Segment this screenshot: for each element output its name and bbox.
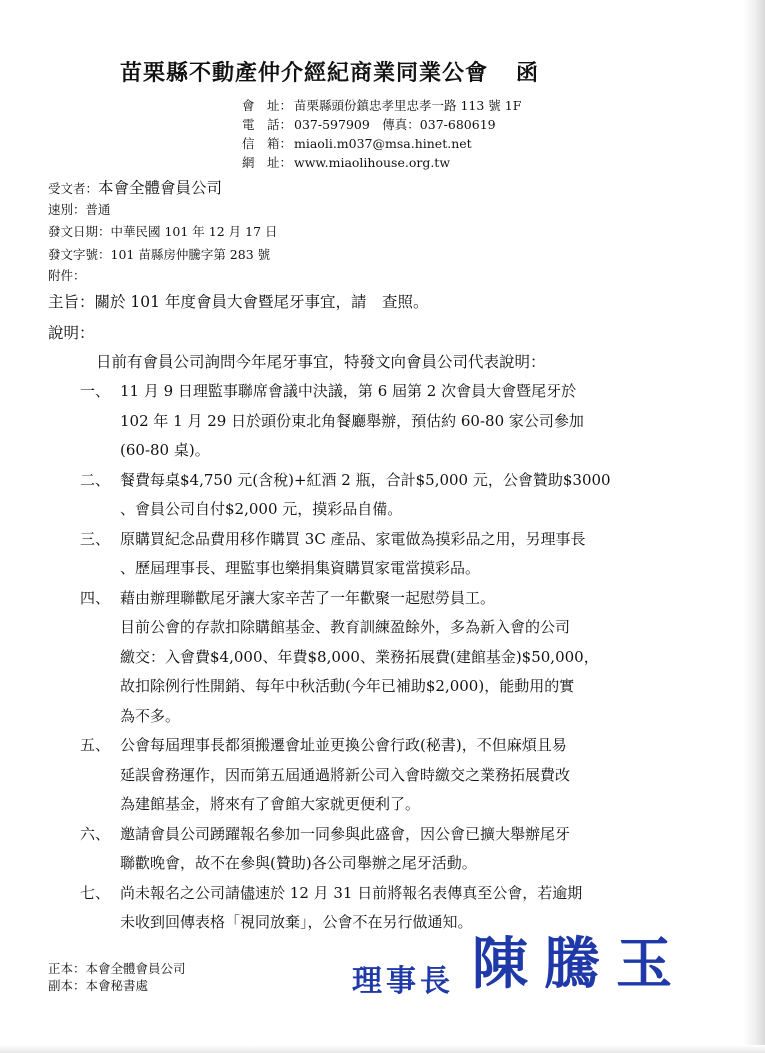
list-item: 七、 尚未報名之公司請儘速於 12 月 31 日前將報名表傳真至公會，若逾期 未收到回傳表格「視同放棄」，公會不在另行做通知。 bbox=[80, 879, 700, 938]
explanation-label: 說明： bbox=[48, 324, 95, 342]
issue-date: 發文日期：中華民國 101 年 12 月 17 日 bbox=[48, 224, 278, 239]
scan-bottom-shadow bbox=[0, 1045, 765, 1053]
list-item: 五、 公會每屆理事長都須搬遷會址並更換公會行政(秘書)，不但麻煩且易 延誤會務運作，因而第五屆通過將新公司入會時繳交之業務拓展費改 為建館基金，將來有了會館大家就更便利了。 bbox=[80, 731, 700, 820]
item-number: 六、 bbox=[80, 824, 111, 843]
document-title bbox=[120, 56, 640, 87]
contact-phone: 電 話： 037-597909 傳真：037-680619 bbox=[242, 117, 496, 132]
distribution-block bbox=[48, 960, 186, 994]
item-number: 五、 bbox=[80, 736, 111, 754]
contact-address: 會 址： 苗栗縣頭份鎮忠孝里忠孝一路 113 號 1F bbox=[242, 98, 522, 113]
item-number: 一、 bbox=[80, 382, 111, 400]
copy-recipient: 副本：本會秘書處 bbox=[48, 978, 149, 993]
list-item: 二、 餐費每桌$4,750 元(含稅)+紅酒 2 瓶，合計$5,000 元，公會贊助$3000 、會員公司自付$2,000 元，摸彩品自備。 bbox=[80, 466, 700, 525]
subject: 主旨：關於 101 年度會員大會暨尾牙事宜，請 查照。 bbox=[48, 293, 429, 311]
speed: 速別：普通 bbox=[48, 202, 111, 217]
original-recipient: 正本：本會全體會員公司 bbox=[48, 961, 186, 976]
recipient: 本會全體會員公司 bbox=[98, 179, 223, 197]
signature-name: 陳騰玉 bbox=[472, 931, 688, 997]
item-number: 七、 bbox=[80, 883, 111, 902]
signature-title: 理事長 bbox=[352, 964, 454, 999]
list-item: 六、 邀請會員公司踴躍報名參加一同參與此盛會，因公會已擴大舉辦尾牙 聯歡晚會，故不在參與(贊助)各公司舉辦之尾牙活動。 bbox=[80, 820, 700, 879]
list-item: 一、 11 月 9 日理監事聯席會議中決議，第 6 屆第 2 次會員大會暨尾牙於 102 年 1 月 29 日於頭份東北角餐廳舉辦，預估約 60-80 家公司參加 (60-80 桌)。 bbox=[80, 377, 700, 466]
contact-website: 網 址： www.miaolihouse.org.tw bbox=[242, 155, 451, 170]
intro-paragraph: 日前有會員公司詢問今年尾牙事宜，特發文向會員公司代表說明： bbox=[96, 353, 546, 371]
signature-stamp bbox=[352, 920, 688, 1000]
recipient-line bbox=[48, 176, 222, 198]
reference-number: 發文字號：101 苗縣房仲騰字第 283 號 bbox=[48, 247, 271, 262]
contact-email: 信 箱： miaoli.m037@msa.hinet.net bbox=[242, 136, 472, 151]
attachment: 附件： bbox=[48, 268, 86, 283]
item-number: 二、 bbox=[80, 470, 111, 489]
list-item: 三、 原購買紀念品費用移作購買 3C 產品、家電做為摸彩品之用，另理事長 、歷屆理事長、理監事也樂捐集資購買家電當摸彩品。 bbox=[80, 525, 700, 584]
org-title: 苗栗縣不動產仲介經紀商業同業公會 bbox=[120, 60, 489, 86]
doc-type: 函 bbox=[516, 60, 540, 86]
recipient-label: 受文者： bbox=[48, 181, 99, 196]
item-number: 四、 bbox=[80, 588, 111, 607]
explanation-list bbox=[80, 377, 700, 938]
list-item: 四、 藉由辦理聯歡尾牙讓大家辛苦了一年歡聚一起慰勞員工。 目前公會的存款扣除購館基金、教育訓練盈餘外，多為新入會的公司 繳交：入會費$4,000、年費$8,000、業務拓展費(建館基金)$50,000， 故扣除例行性開銷、每年中秋活動(今年已補助$2,000)，能動用的實 為不多。 bbox=[80, 584, 700, 732]
item-number: 三、 bbox=[80, 529, 111, 548]
contact-block bbox=[242, 96, 521, 172]
scan-edge-shadow bbox=[743, 0, 765, 1053]
